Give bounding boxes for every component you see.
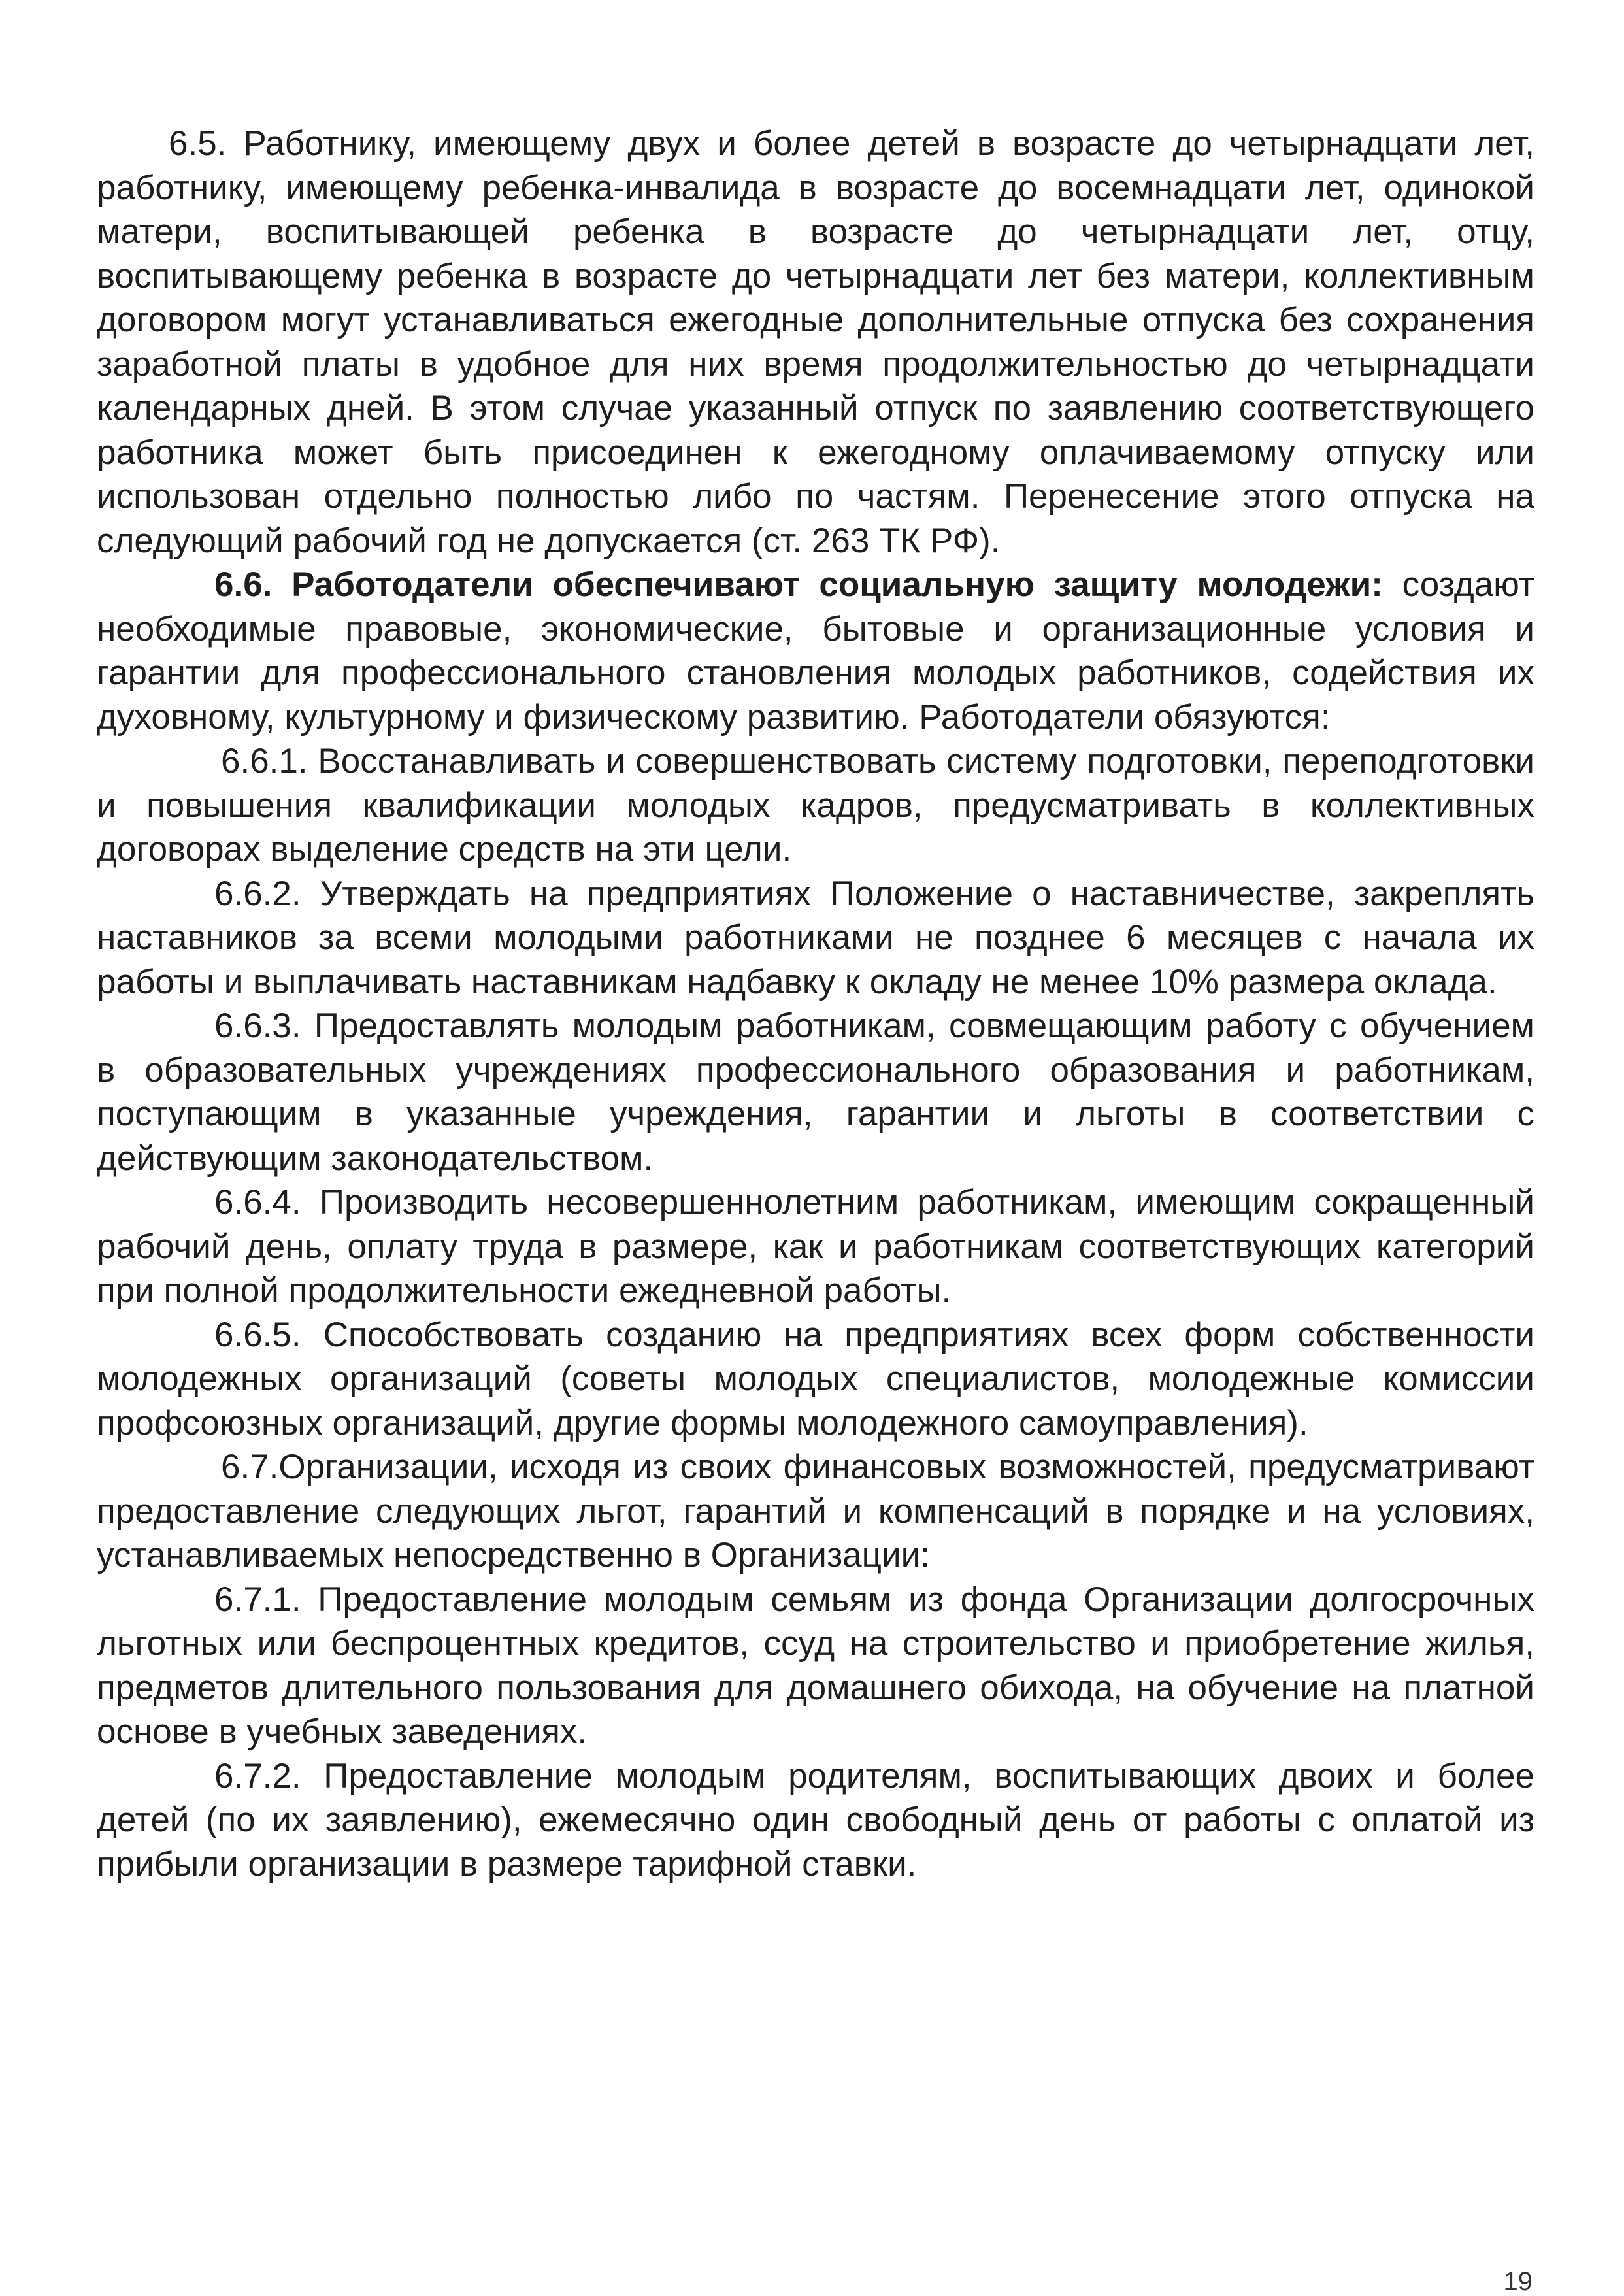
paragraph-number: 6.6.3. — [214, 1007, 301, 1045]
paragraph-number: 6.6.2. — [214, 874, 301, 913]
paragraph-text: Восстанавливать и совершенствовать систему подготовки, переподготовки и повышения квалификации молодых кадров, предусматривать в коллективных договорах выделение средств на эти цели. — [97, 742, 1534, 869]
paragraph-6-7-1 — [97, 1578, 1534, 1754]
paragraph-number: 6.6.5. — [214, 1315, 301, 1354]
paragraph-6-6-1 — [97, 739, 1534, 872]
paragraph-6-6-3 — [97, 1004, 1534, 1180]
paragraph-text: Производить несовершеннолетним работникам, имеющим сокращенный рабочий день, оплату труда в размере, как и работникам соответствующих категорий при полной продолжительности ежедневной работы. — [97, 1183, 1534, 1310]
paragraph-number: 6.6.1. — [221, 742, 308, 780]
paragraph-6-6-4 — [97, 1180, 1534, 1313]
paragraph-6-6-5 — [97, 1313, 1534, 1446]
paragraph-text: Способствовать созданию на предприятиях всех форм собственности молодежных организаций (советы молодых специалистов, молодежные комиссии профсоюзных организаций, другие формы молодежного самоуправления). — [97, 1315, 1534, 1442]
page-number: 19 — [1503, 2267, 1533, 2296]
paragraph-6-6 — [97, 563, 1534, 739]
paragraph-number: 6.7. — [221, 1448, 279, 1486]
paragraph-number: 6.7.1. — [214, 1580, 301, 1619]
paragraph-text: Работнику, имеющему двух и более детей в возрасте до четырнадцати лет, работнику, имеющему ребенка-инвалида в возрасте до восемнадцати лет, одинокой матери, воспитывающей ребенка в возрасте до четырнадцати лет, отцу, воспитывающему ребенка в возрасте до четырнадцати лет без матери, коллективным договором могут устанавливаться ежегодные дополнительные отпуска без сохранения заработной платы в удобное для них время продолжительностью до четырнадцати календарных дней. В этом случае указанный отпуск по заявлению соответствующего работника может быть присоединен к ежегодному оплачиваемому отпуску или использован отдельно полностью либо по частям. Перенесение этого отпуска на следующий рабочий год не допускается (ст. 263 ТК РФ). — [97, 124, 1534, 560]
paragraph-text: Предоставление молодым семьям из фонда Организации долгосрочных льготных или беспроцентных кредитов, ссуд на строительство и приобретение жилья, предметов длительного пользования для домашнего обихода, на обучение на платной основе в учебных заведениях. — [97, 1580, 1534, 1751]
paragraph-number: 6.5. — [169, 124, 227, 163]
paragraph-6-5 — [97, 122, 1534, 563]
paragraph-heading: Работодатели обеспечивают социальную защиту молодежи: — [291, 565, 1383, 604]
paragraph-6-6-2 — [97, 872, 1534, 1005]
paragraph-number: 6.7.2. — [214, 1756, 301, 1795]
paragraph-6-7-2 — [97, 1754, 1534, 1887]
paragraph-text: Предоставление молодым родителям, воспитывающих двоих и более детей (по их заявлению), ежемесячно один свободный день от работы с оплатой из прибыли организации в размере тарифной ставки. — [97, 1756, 1534, 1884]
paragraph-text: Предоставлять молодым работникам, совмещающим работу с обучением в образовательных учреждениях профессионального образования и работникам, поступающим в указанные учреждения, гарантии и льготы в соответствии с действующим законодательством. — [97, 1007, 1534, 1178]
paragraph-text: создают необходимые правовые, экономические, бытовые и организационные условия и гарантии для профессионального становления молодых работников, содействия их духовному, культурному и физическому развитию. Работодатели обязуются: — [97, 565, 1534, 737]
paragraph-text: Утверждать на предприятиях Положение о наставничестве, закреплять наставников за всеми молодыми работниками не позднее 6 месяцев с начала их работы и выплачивать наставникам надбавку к окладу не менее 10% размера оклада. — [97, 874, 1534, 1001]
document-page — [97, 122, 1534, 1886]
paragraph-number: 6.6.4. — [214, 1183, 301, 1222]
paragraph-6-7 — [97, 1445, 1534, 1578]
paragraph-number: 6.6. — [214, 565, 273, 604]
paragraph-text: Организации, исходя из своих финансовых возможностей, предусматривают предоставление следующих льгот, гарантий и компенсаций в порядке и на условиях, устанавливаемых непосредственно в Организации: — [97, 1448, 1534, 1574]
